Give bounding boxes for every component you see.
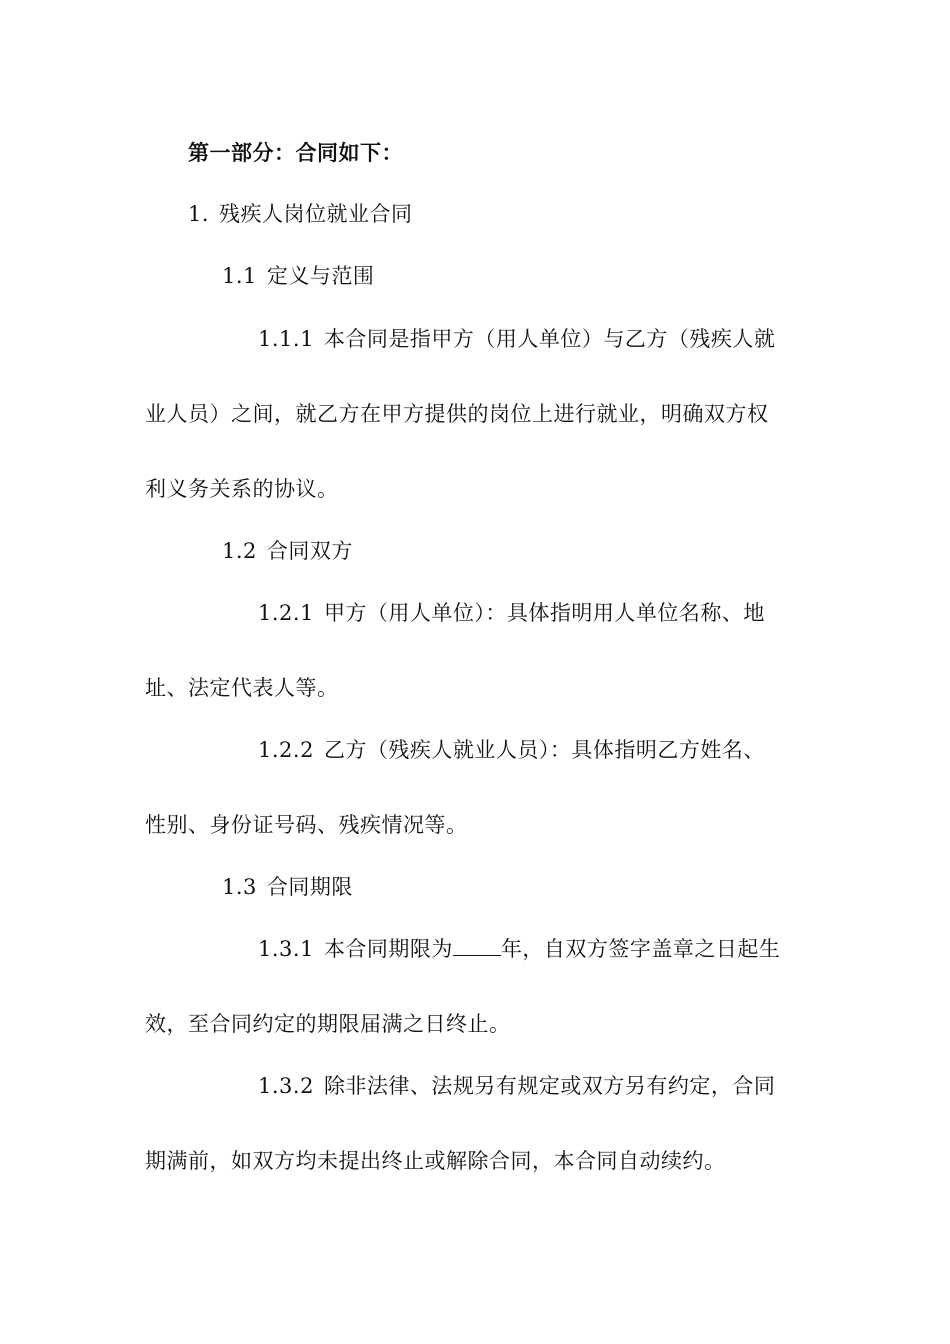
- clause-number: 1.3.2: [258, 1074, 314, 1098]
- clause-1-2-1-line-2: 址、法定代表人等。: [145, 676, 339, 700]
- clause-1-1-1-line-2: 业人员）之间，就乙方在甲方提供的岗位上进行就业，明确双方权: [145, 402, 769, 426]
- section-1-3-heading: [222, 872, 353, 902]
- clause-number: 1.3.1: [258, 937, 314, 961]
- section-number: 1.1: [222, 264, 257, 288]
- clause-1-2-2-line-1: [258, 735, 765, 765]
- clause-number: 1.1.1: [258, 327, 314, 351]
- clause-text: 本合同是指甲方（用人单位）与乙方（残疾人就: [323, 327, 776, 351]
- clause-1-3-2-line-1: [258, 1071, 775, 1101]
- clause-number: 1.2.2: [258, 738, 314, 762]
- section-1-2-heading: [222, 536, 353, 566]
- clause-text: 除非法律、法规另有规定或双方另有约定，合同: [323, 1074, 776, 1098]
- section-title: 合同双方: [266, 539, 353, 563]
- section-number: 1.2: [222, 539, 257, 563]
- clause-1-3-1-line-2: 效，至合同约定的期限届满之日终止。: [145, 1012, 511, 1036]
- clause-1-2-1-line-1: [258, 598, 765, 628]
- section-1-1-heading: [222, 261, 374, 291]
- clause-text-after-blank: 年，自双方签字盖章之日起生: [500, 937, 781, 961]
- term-years-blank: [453, 937, 501, 956]
- section-number: 1.3: [222, 875, 257, 899]
- clause-number: 1.2.1: [258, 601, 314, 625]
- clause-1-3-1-line-1: [258, 934, 780, 964]
- section-number: 1.: [188, 202, 210, 226]
- clause-1-1-1-line-1: [258, 324, 775, 354]
- clause-1-2-2-line-2: 性别、身份证号码、残疾情况等。: [145, 813, 468, 837]
- clause-1-1-1-line-3: 利义务关系的协议。: [145, 477, 339, 501]
- part-heading: 第一部分：合同如下：: [188, 141, 403, 165]
- section-title: 定义与范围: [266, 264, 375, 288]
- section-title: 合同期限: [266, 875, 353, 899]
- clause-text: 甲方（用人单位）：具体指明用人单位名称、地: [323, 601, 765, 625]
- clause-text: 乙方（残疾人就业人员）：具体指明乙方姓名、: [323, 738, 765, 762]
- section-1-heading: [188, 199, 413, 229]
- clause-text-before-blank: 本合同期限为: [323, 937, 453, 961]
- section-title: 残疾人岗位就业合同: [219, 202, 413, 226]
- clause-1-3-2-line-2: 期满前，如双方均未提出终止或解除合同，本合同自动续约。: [145, 1149, 726, 1173]
